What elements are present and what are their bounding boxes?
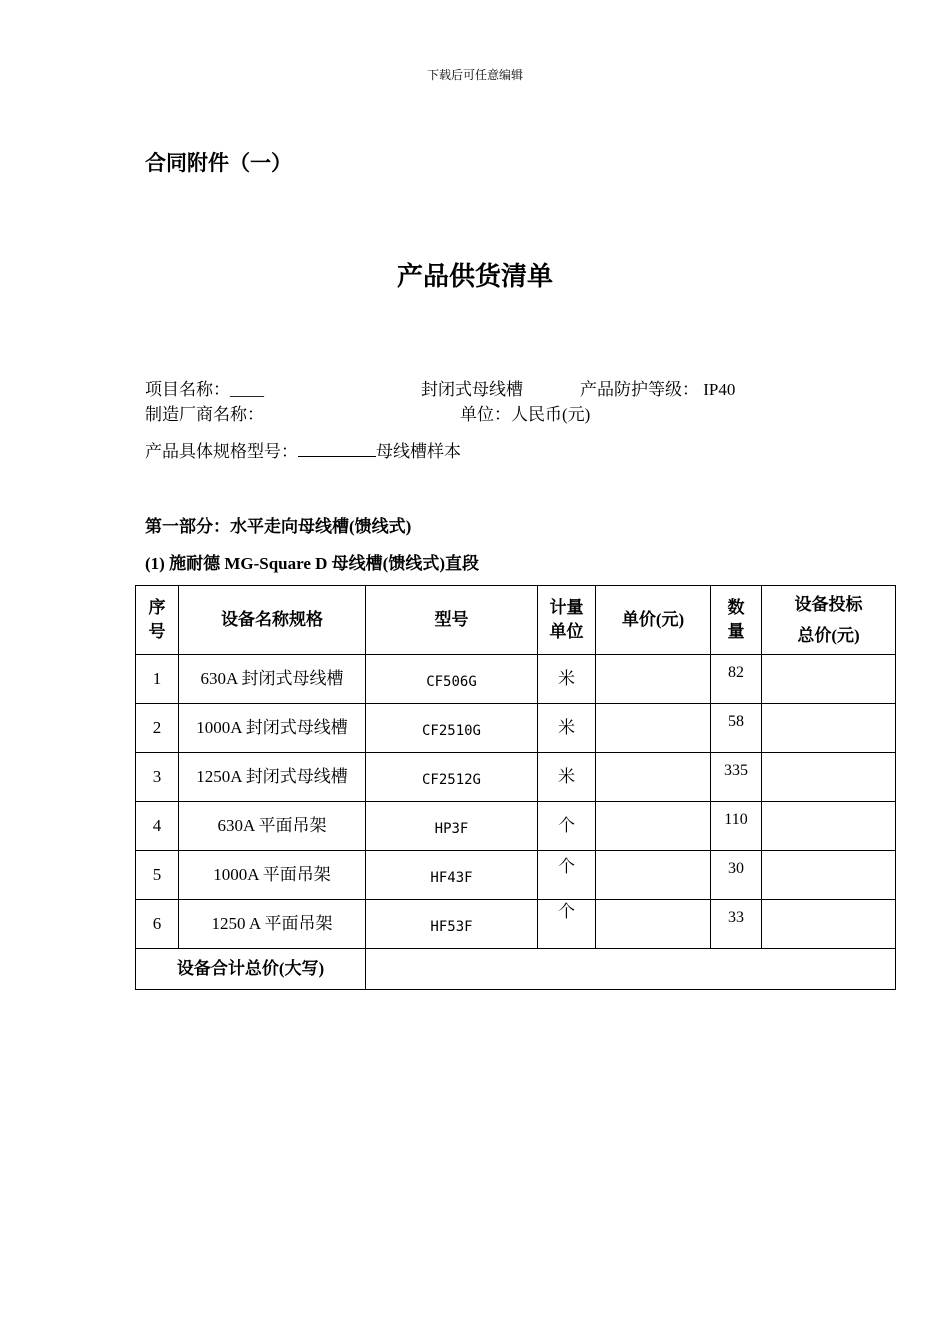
protection-grade: 产品防护等级： IP40 (580, 380, 736, 399)
project-name-blank: ____ (230, 380, 264, 399)
row-price (596, 753, 711, 802)
row-unit: 米 (538, 655, 596, 704)
document-title: 产品供货清单 (396, 262, 553, 292)
table-row (136, 900, 896, 949)
table-row (136, 655, 896, 704)
row-qty: 335 (711, 753, 762, 802)
spec-model-value: 母线槽样本 (376, 442, 461, 461)
manufacturer-label: 制造厂商名称： (145, 405, 264, 424)
table-row (136, 802, 896, 851)
row-seq: 4 (136, 802, 179, 851)
row-seq: 6 (136, 900, 179, 949)
row-model: HF43F (366, 851, 538, 900)
header-seq: 序 号 (136, 586, 179, 655)
row-seq: 3 (136, 753, 179, 802)
row-model: CF2510G (366, 704, 538, 753)
part-one-heading: 第一部分：水平走向母线槽(馈线式) (145, 517, 412, 536)
row-qty: 58 (711, 704, 762, 753)
table-row (136, 704, 896, 753)
row-total (762, 851, 896, 900)
header-unit: 计量 单位 (538, 586, 596, 655)
currency-unit: 单位：人民币(元) (460, 405, 591, 424)
row-unit: 米 (538, 704, 596, 753)
row-price (596, 851, 711, 900)
row-model: HF53F (366, 900, 538, 949)
total-value (366, 949, 896, 990)
spec-model-line: 产品具体规格型号： 母线槽样本 (145, 442, 461, 461)
row-total (762, 753, 896, 802)
row-qty: 82 (711, 655, 762, 704)
row-price (596, 655, 711, 704)
row-total (762, 655, 896, 704)
supply-list-table (135, 585, 896, 990)
row-model: CF2512G (366, 753, 538, 802)
header-qty: 数 量 (711, 586, 762, 655)
row-model: CF506G (366, 655, 538, 704)
row-seq: 5 (136, 851, 179, 900)
header-model: 型号 (366, 586, 538, 655)
row-qty: 110 (711, 802, 762, 851)
annex-title: 合同附件（一） (145, 151, 292, 175)
row-total (762, 900, 896, 949)
subsection-heading: (1) 施耐德 MG-Square D 母线槽(馈线式)直段 (145, 554, 479, 573)
row-seq: 1 (136, 655, 179, 704)
project-name-label: 项目名称：____ (145, 380, 264, 399)
row-name: 630A 封闭式母线槽 (179, 655, 366, 704)
header-note: 下载后可任意编辑 (426, 68, 523, 82)
row-model: HP3F (366, 802, 538, 851)
product-type: 封闭式母线槽 (421, 380, 523, 399)
row-name: 630A 平面吊架 (179, 802, 366, 851)
row-name: 1000A 封闭式母线槽 (179, 704, 366, 753)
row-unit: 个 (538, 900, 596, 949)
row-price (596, 704, 711, 753)
row-seq: 2 (136, 704, 179, 753)
header-total: 设备投标 总价(元) (762, 586, 896, 655)
row-price (596, 900, 711, 949)
spec-blank-line (298, 440, 376, 457)
table-total-row (136, 949, 896, 990)
row-name: 1250 A 平面吊架 (179, 900, 366, 949)
header-name: 设备名称规格 (179, 586, 366, 655)
row-price (596, 802, 711, 851)
row-total (762, 704, 896, 753)
table-row (136, 851, 896, 900)
total-label: 设备合计总价(大写) (136, 949, 366, 990)
row-name: 1250A 封闭式母线槽 (179, 753, 366, 802)
header-price: 单价(元) (596, 586, 711, 655)
row-qty: 33 (711, 900, 762, 949)
row-qty: 30 (711, 851, 762, 900)
row-total (762, 802, 896, 851)
row-unit: 个 (538, 851, 596, 900)
table-row (136, 753, 896, 802)
table-header-row (136, 586, 896, 655)
row-unit: 米 (538, 753, 596, 802)
protection-grade-value: IP40 (703, 380, 736, 399)
row-unit: 个 (538, 802, 596, 851)
row-name: 1000A 平面吊架 (179, 851, 366, 900)
